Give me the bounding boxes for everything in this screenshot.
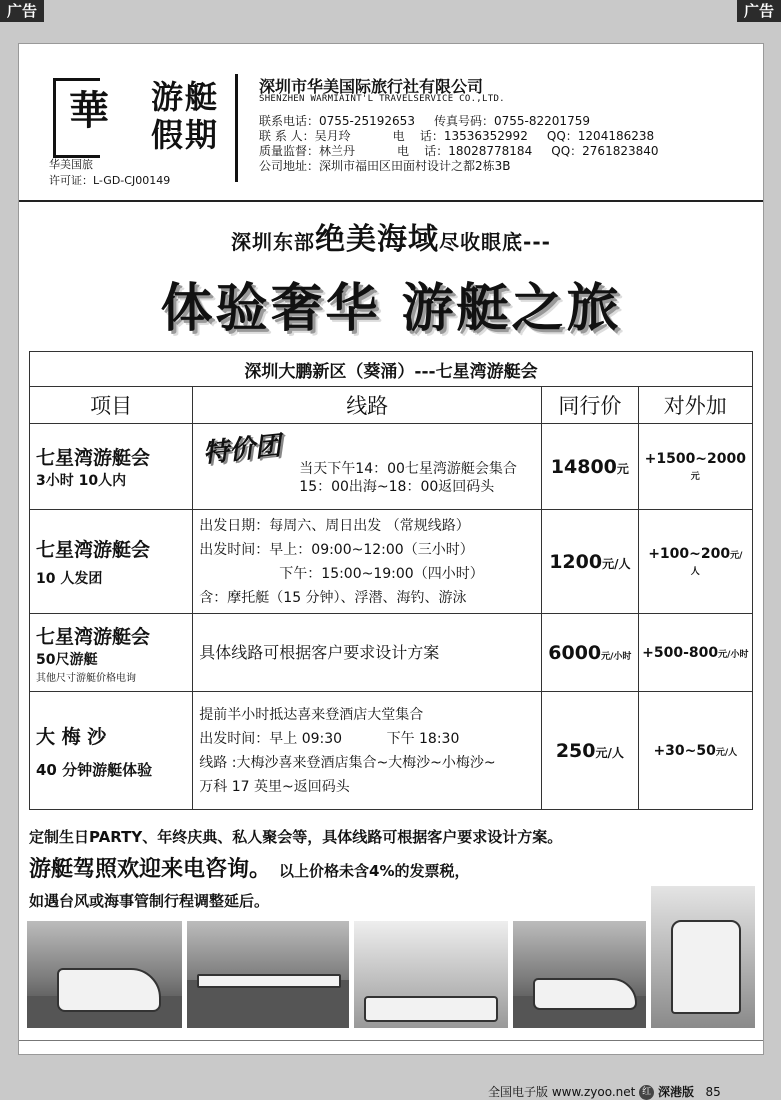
page-number: 85 (705, 1085, 721, 1099)
item-name: 大 梅 沙 (36, 725, 107, 748)
price-unit: 元/小时 (601, 651, 632, 662)
yacht-dock-photo (513, 921, 646, 1028)
subheadline-pre: 深圳东部 (231, 230, 316, 254)
subheadline (19, 214, 763, 258)
footer-rule (19, 1040, 763, 1041)
note-tax: 以上价格未含4%的发票税， (279, 862, 470, 880)
route-line: 当天下午14：00七星湾游艇会集合 (299, 460, 517, 477)
header-trade-price: 同行价 (542, 387, 639, 424)
yacht-stern-photo (651, 886, 755, 1028)
note-weather: 如遇台风或海事管制行程调整延后。 (29, 892, 270, 910)
special-offer-badge: 特价团 (201, 430, 283, 469)
ad-tag-right: 广告 (737, 0, 781, 22)
subheadline-post: 尽收眼底--- (439, 230, 551, 254)
route-line: 出发时间：早上：09:00~12:00（三小时） (199, 541, 474, 558)
brand-name: 游艇假期 (151, 78, 220, 154)
markup-value: +1500~2000 (644, 450, 746, 467)
main-headline: 体验奢华 游艇之旅 (160, 279, 622, 339)
markup-unit: 元/人 (715, 747, 738, 758)
price-value: 6000 (548, 641, 602, 664)
table-row (30, 424, 753, 510)
price-value: 250 (555, 739, 596, 762)
table-row (30, 614, 753, 692)
header-rule (19, 200, 763, 202)
item-sub: 40 分钟游艇体验 (36, 760, 153, 779)
subheadline-emphasis: 绝美海域 (315, 222, 440, 257)
item-name: 七星湾游艇会 (36, 447, 151, 469)
photo-strip (27, 886, 761, 1028)
route-line: 具体线路可根据客户要求设计方案 (199, 642, 440, 662)
route-line: 下午：15:00~19:00（四小时） (279, 565, 484, 582)
ad-tag-left: 广告 (0, 0, 44, 22)
item-note: 其他尺寸游艇价格电询 (36, 672, 136, 684)
table-row (30, 510, 753, 614)
party-photo (354, 921, 508, 1028)
ad-page (18, 43, 764, 1055)
item-sub: 3小时 10人内 (36, 473, 127, 489)
contact-line: 质量监督：林兰丹 电 话：18028778184 QQ：2761823840 (259, 144, 659, 158)
license-number: 许可证：L-GD-CJ00149 (49, 174, 171, 187)
contact-line: 联 系 人：吴月玲 电 话：13536352992 QQ：1204186238 (259, 129, 655, 143)
company-name: 深圳市华美国际旅行社有限公司 (259, 77, 484, 96)
logo-icon: 華 (69, 88, 109, 134)
header-markup: 对外加 (638, 387, 752, 424)
item-name: 七星湾游艇会 (36, 539, 151, 561)
note-custom-events: 定制生日PARTY、年终庆典、私人聚会等，具体线路可根据客户要求设计方案。 (29, 828, 563, 846)
price-value: 1200 (549, 550, 603, 573)
price-unit: 元/人 (595, 745, 624, 760)
price-table (29, 351, 753, 810)
markup-unit: 元 (690, 471, 700, 482)
markup-unit: 元/小时 (718, 649, 749, 660)
price-unit: 元/人 (602, 556, 631, 571)
markup-value: +100~200 (648, 545, 731, 562)
route-line: 线路 :大梅沙喜来登酒店集合~大梅沙~小梅沙~ (199, 754, 496, 771)
item-sub: 10 人发团 (36, 571, 103, 587)
route-line: 万科 17 英里~返回码头 (199, 778, 350, 795)
table-title: 深圳大鹏新区（葵涌）---七星湾游艇会 (30, 352, 753, 387)
header-route: 线路 (193, 387, 542, 424)
price-value: 14800 (550, 455, 617, 478)
yacht-photo (27, 921, 182, 1028)
note-license (29, 852, 469, 883)
contact-line: 公司地址：深圳市福田区田面村设计之都2栋3B (259, 159, 511, 173)
route-line: 15：00出海~18：00返回码头 (299, 478, 495, 495)
contact-line: 联系电话：0755-25192653 传真号码：0755-82201759 (259, 114, 590, 128)
route-line: 含：摩托艇（15 分钟）、浮潜、海钓、游泳 (199, 589, 467, 606)
price-unit: 元 (616, 461, 629, 476)
page-footer (488, 1083, 721, 1100)
route-line: 提前半小时抵达喜来登酒店大堂集合 (199, 706, 424, 723)
markup-value: +500-800 (642, 644, 719, 661)
item-name: 七星湾游艇会 (36, 625, 151, 648)
header-divider (235, 74, 238, 182)
company-name-en: SHENZHEN WARMIAINT'L TRAVELSERVICE CO.,LTD. (259, 94, 505, 104)
note-license-text: 游艇驾照欢迎来电咨询。 (29, 857, 272, 882)
marina-photo (187, 921, 349, 1028)
hong-badge-icon: 红 (639, 1085, 654, 1100)
markup-unit: 元/人 (690, 550, 743, 577)
route-line: 出发时间：早上 09:30 下午 18:30 (199, 730, 460, 747)
route-line: 出发日期：每周六、周日出发 （常规线路） (199, 517, 470, 534)
footer-edition: 深港版 (658, 1085, 695, 1099)
footer-site: 全国电子版 www.zyoo.net (488, 1085, 636, 1099)
item-sub: 50尺游艇 (36, 651, 98, 668)
markup-value: +30~50 (653, 742, 716, 759)
logo-subtitle: 华美国旅 (49, 158, 93, 171)
table-row (30, 692, 753, 810)
header-item: 项目 (30, 387, 193, 424)
